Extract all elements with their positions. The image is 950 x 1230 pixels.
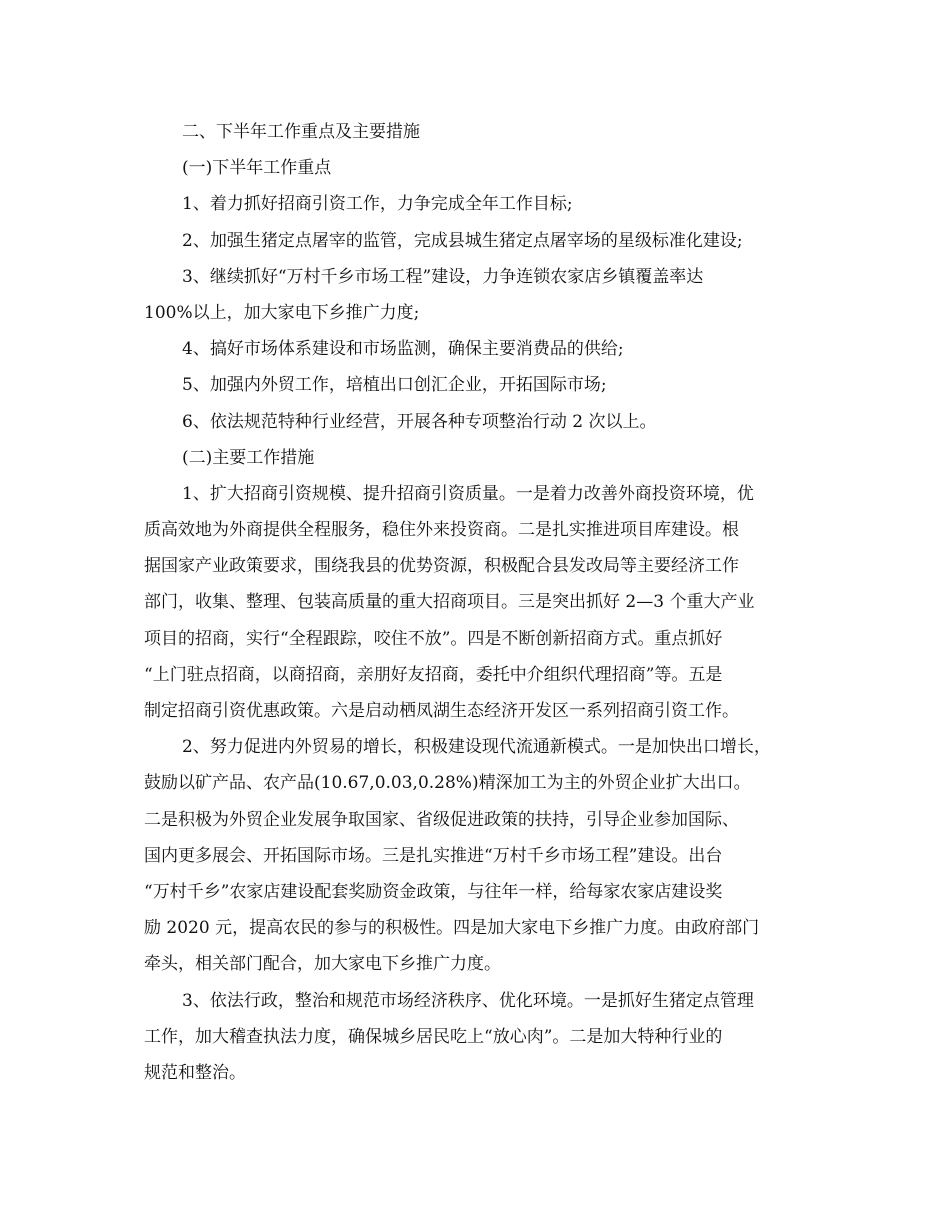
text-line: 4、搞好市场体系建设和市场监测，确保主要消费品的供给; bbox=[182, 339, 624, 360]
text-line: 二是积极为外贸企业发展争取国家、省级促进政策的扶持，引导企业参加国际、 bbox=[144, 809, 739, 830]
text-line: 1、着力抓好招商引资工作，力争完成全年工作目标; bbox=[182, 194, 573, 215]
text-line: 5、加强内外贸工作，培植出口创汇企业，开拓国际市场; bbox=[182, 375, 607, 396]
text-line: 2、加强生猪定点屠宰的监管，完成县城生猪定点屠宰场的星级标准化建设; bbox=[182, 230, 743, 251]
text-line: 励 2020 元，提高农民的参与的积极性。四是加大家电下乡推广力度。由政府部门 bbox=[144, 918, 760, 939]
text-line: (二)主要工作措施 bbox=[182, 447, 315, 468]
text-line: 6、依法规范特种行业经营，开展各种专项整治行动 2 次以上。 bbox=[182, 411, 657, 432]
text-line: 3、依法行政，整治和规范市场经济秩序、优化环境。一是抓好生猪定点管理 bbox=[182, 990, 754, 1011]
text-line: 牵头，相关部门配合，加大家电下乡推广力度。 bbox=[144, 954, 501, 975]
text-line: 二、下半年工作重点及主要措施 bbox=[182, 122, 420, 142]
text-line: “万村千乡”农家店建设配套奖励资金政策，与往年一样，给每家农家店建设奖 bbox=[144, 881, 723, 902]
text-line: “上门驻点招商，以商招商，亲朋好友招商，委托中介组织代理招商”等。五是 bbox=[144, 664, 723, 685]
text-line: 据国家产业政策要求，围绕我县的优势资源，积极配合县发改局等主要经济工作 bbox=[144, 556, 739, 577]
text-line: 国内更多展会、开拓国际市场。三是扎实推进“万村千乡市场工程”建设。出台 bbox=[144, 845, 723, 866]
text-line: 工作，加大稽查执法力度，确保城乡居民吃上“放心肉”。二是加大特种行业的 bbox=[144, 1026, 723, 1047]
text-line: 鼓励以矿产品、农产品(10.67,0.03,0.28%)精深加工为主的外贸企业扩大出口。 bbox=[144, 773, 751, 794]
text-line: 2、努力促进内外贸易的增长，积极建设现代流通新模式。一是加快出口增长， bbox=[182, 737, 771, 758]
text-line: 质高效地为外商提供全程服务，稳住外来投资商。二是扎实推进项目库建设。根 bbox=[144, 520, 739, 541]
text-line: 3、继续抓好“万村千乡市场工程”建设，力争连锁农家店乡镇覆盖率达 bbox=[182, 266, 704, 287]
text-line: 制定招商引资优惠政策。六是启动栖凤湖生态经济开发区一系列招商引资工作。 bbox=[144, 701, 739, 721]
text-line: 1、扩大招商引资规模、提升招商引资质量。一是着力改善外商投资环境，优 bbox=[182, 483, 754, 504]
text-line: 100%以上，加大家电下乡推广力度; bbox=[144, 302, 420, 323]
text-line: 项目的招商，实行“全程跟踪，咬住不放”。四是不断创新招商方式。重点抓好 bbox=[144, 628, 723, 649]
text-line: (一)下半年工作重点 bbox=[182, 158, 332, 179]
document-body bbox=[144, 114, 816, 1091]
text-line: 部门，收集、整理、包装高质量的重大招商项目。三是突出抓好 2—3 个重大产业 bbox=[144, 592, 755, 613]
text-line: 规范和整治。 bbox=[144, 1062, 246, 1083]
